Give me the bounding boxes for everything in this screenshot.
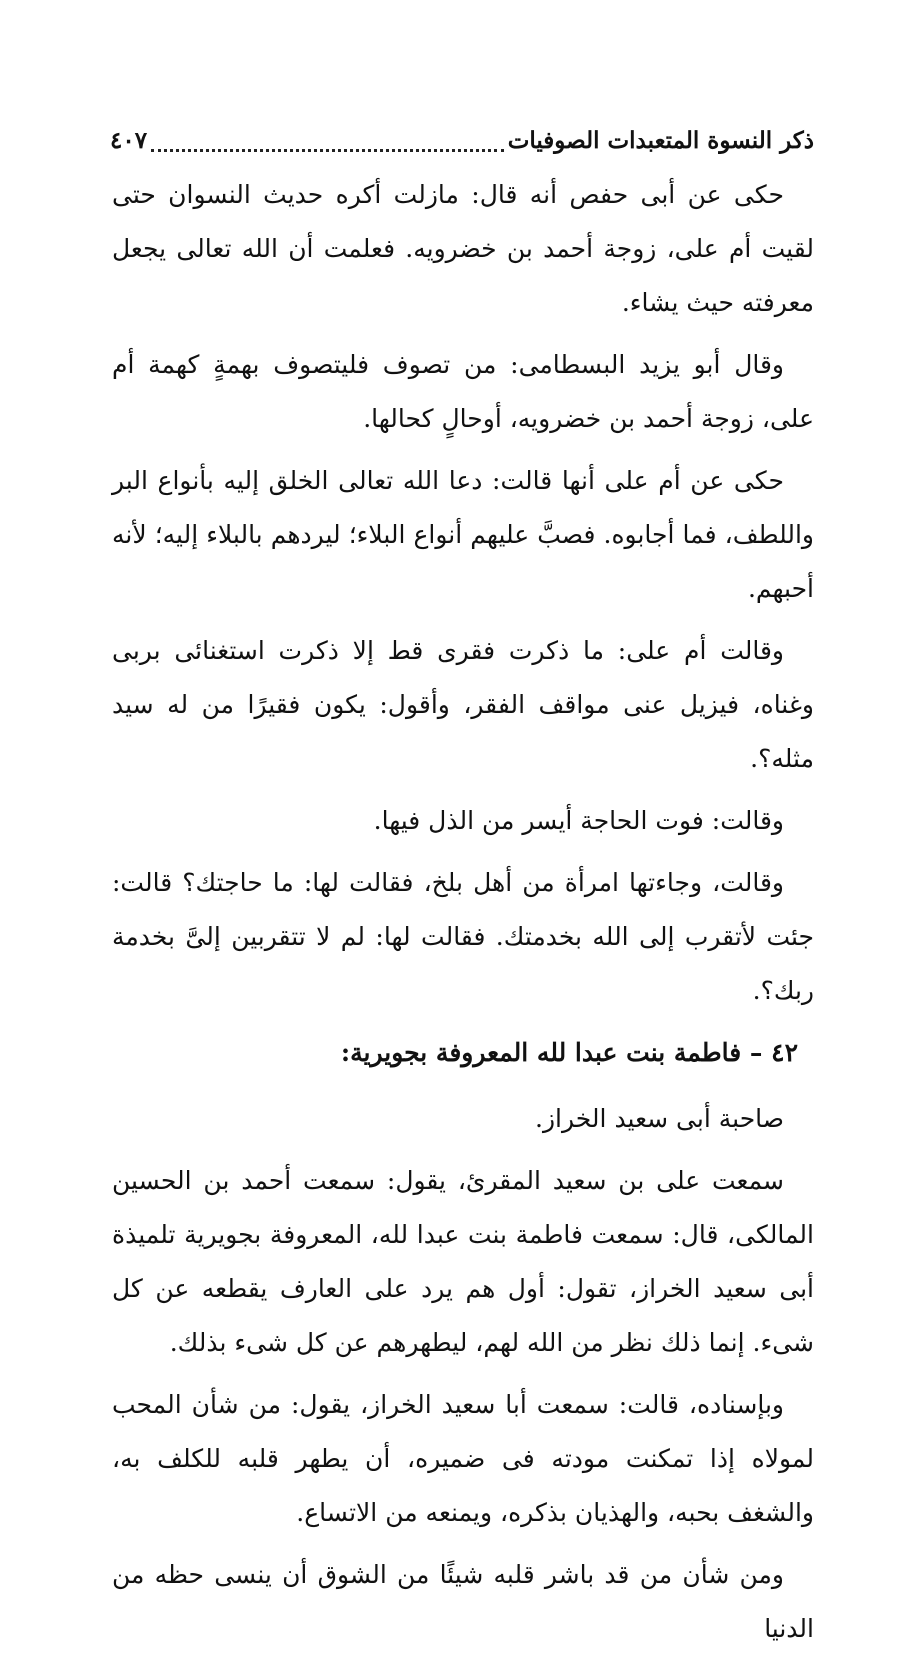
paragraph: سمعت على بن سعيد المقرئ، يقول: سمعت أحمد بن الحسين المالكى، قال: سمعت فاطمة بنت عبدا لله، المعروفة بجويرية تلميذة أبى سعيد الخراز، تقول: أول هم يرد على العارف يقطعه عن كل شىء. إنما ذلك نظر من الله لهم، ليطهرهم عن كل شىء بذلك. xyxy=(112,1166,814,1357)
paragraph: حكى عن أبى حفص أنه قال: مازلت أكره حديث النسوان حتى لقيت أم على، زوجة أحمد بن خضرويه. فعلمت أن الله تعالى يجعل معرفته حيث يشاء. xyxy=(112,180,814,317)
running-header xyxy=(110,118,814,162)
chapter-title: ذكر النسوة المتعبدات الصوفيات xyxy=(507,126,814,154)
paragraph: حكى عن أم على أنها قالت: دعا الله تعالى الخلق إليه بأنواع البر واللطف، فما أجابوه. فصبَّ عليهم أنواع البلاء؛ ليردهم بالبلاء إليه؛ لأنه أحبهم. xyxy=(112,466,814,603)
paragraph: وبإسناده، قالت: سمعت أبا سعيد الخراز، يقول: من شأن المحب لمولاه إذا تمكنت مودته فى ضميره، أن يطهر قلبه للكلف به، والشغف بحبه، والهذيان بذكره، ويمنعه من الاتساع. xyxy=(112,1390,814,1527)
paragraph: وقالت: فوت الحاجة أيسر من الذل فيها. xyxy=(373,806,784,835)
header-dot-leader xyxy=(151,149,504,152)
paragraph: ومن شأن من قد باشر قلبه شيئًا من الشوق أن ينسى حظه من الدنيا xyxy=(112,1560,814,1643)
paragraph: وقالت، وجاءتها امرأة من أهل بلخ، فقالت لها: ما حاجتك؟ قالت: جئت لأتقرب إلى الله بخدمتك. فقالت لها: لم لا تتقربين إلىَّ بخدمة ربك؟. xyxy=(112,868,814,1005)
section-heading: ٤٢ – فاطمة بنت عبدا لله المعروفة بجويرية: xyxy=(340,1038,798,1067)
page-number: ٤٠٧ xyxy=(110,126,148,154)
page-body xyxy=(112,168,814,1664)
paragraph: وقالت أم على: ما ذكرت فقرى قط إلا ذكرت استغنائى بربى وغناه، فيزيل عنى مواقف الفقر، وأقول: يكون فقيرًا من له سيد مثله؟. xyxy=(112,636,814,773)
paragraph: صاحبة أبى سعيد الخراز. xyxy=(535,1104,784,1133)
paragraph: وقال أبو يزيد البسطامى: من تصوف فليتصوف بهمةٍ كهمة أم على، زوجة أحمد بن خضرويه، أوحالٍ كحالها. xyxy=(112,350,814,433)
